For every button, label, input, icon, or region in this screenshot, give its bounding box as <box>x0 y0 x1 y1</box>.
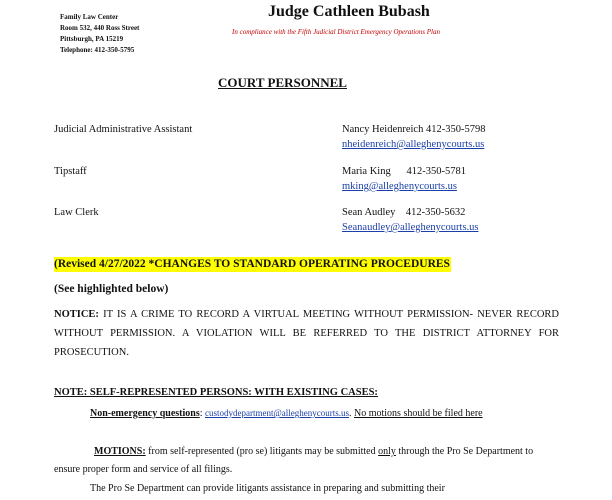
address-line: Family Law Center <box>60 13 119 21</box>
address-line: Pittsburgh, PA 15219 <box>60 35 124 43</box>
non-emergency-period: . <box>349 408 354 419</box>
page-title: COURT PERSONNEL <box>218 75 347 90</box>
non-emergency-colon: : <box>199 408 205 419</box>
self-represented-heading: NOTE: SELF-REPRESENTED PERSONS: WITH EXISTING CASES: <box>54 387 378 398</box>
personnel-name-phone: Sean Audley 412-350-5632 <box>342 207 466 218</box>
pro-se-text: The Pro Se Department can provide litigants assistance in preparing and submitting their <box>90 483 445 494</box>
address-line: Telephone: 412-350-5795 <box>60 46 135 54</box>
personnel-email-link[interactable]: Seanaudley@alleghenycourts.us <box>342 222 479 233</box>
recording-notice <box>54 305 559 362</box>
see-highlighted-note: (See highlighted below) <box>54 283 169 295</box>
court-address-block <box>60 12 139 56</box>
non-emergency-paragraph <box>54 407 559 420</box>
non-emergency-label: Non-emergency questions <box>90 408 200 419</box>
highlighted-text: (Revised 4/27/2022 *CHANGES TO STANDARD OPERATING PROCEDURES <box>54 258 450 270</box>
judge-name: Judge Cathleen Bubash <box>268 3 430 20</box>
notice-label: NOTICE: <box>54 309 99 320</box>
custody-department-email-link[interactable]: custodydepartment@alleghenycourts.us <box>205 408 349 418</box>
motions-text-after: through the Pro Se Department to ensure proper form and service of all filings. <box>54 446 534 475</box>
motions-paragraph <box>54 443 559 479</box>
personnel-email-link[interactable]: mking@alleghenycourts.us <box>342 181 457 192</box>
personnel-email-link[interactable]: nheidenreich@alleghenycourts.us <box>342 139 485 150</box>
compliance-note: In compliance with the Fifth Judicial District Emergency Operations Plan <box>232 28 440 36</box>
no-motions-note: No motions should be filed here <box>354 408 483 419</box>
motions-only: only <box>378 446 396 457</box>
personnel-role: Judicial Administrative Assistant <box>54 124 193 135</box>
personnel-name-phone: Maria King 412-350-5781 <box>342 166 466 177</box>
pro-se-paragraph <box>54 482 559 496</box>
personnel-role: Law Clerk <box>54 207 99 218</box>
address-line: Room 532, 440 Ross Street <box>60 24 140 32</box>
personnel-role: Tipstaff <box>54 166 87 177</box>
personnel-name-phone: Nancy Heidenreich 412-350-5798 <box>342 124 486 135</box>
motions-text: from self-represented (pro se) litigants may be submitted <box>145 446 379 457</box>
notice-text: IT IS A CRIME TO RECORD A VIRTUAL MEETING WITHOUT PERMISSION- NEVER RECORD WITHOUT PERMISSION. A VIOLATION WILL BE REFERRED TO THE DISTRICT ATTORNEY FOR PROSECUTION. <box>54 309 559 358</box>
motions-label: MOTIONS: <box>94 446 146 457</box>
revised-banner <box>54 258 451 270</box>
